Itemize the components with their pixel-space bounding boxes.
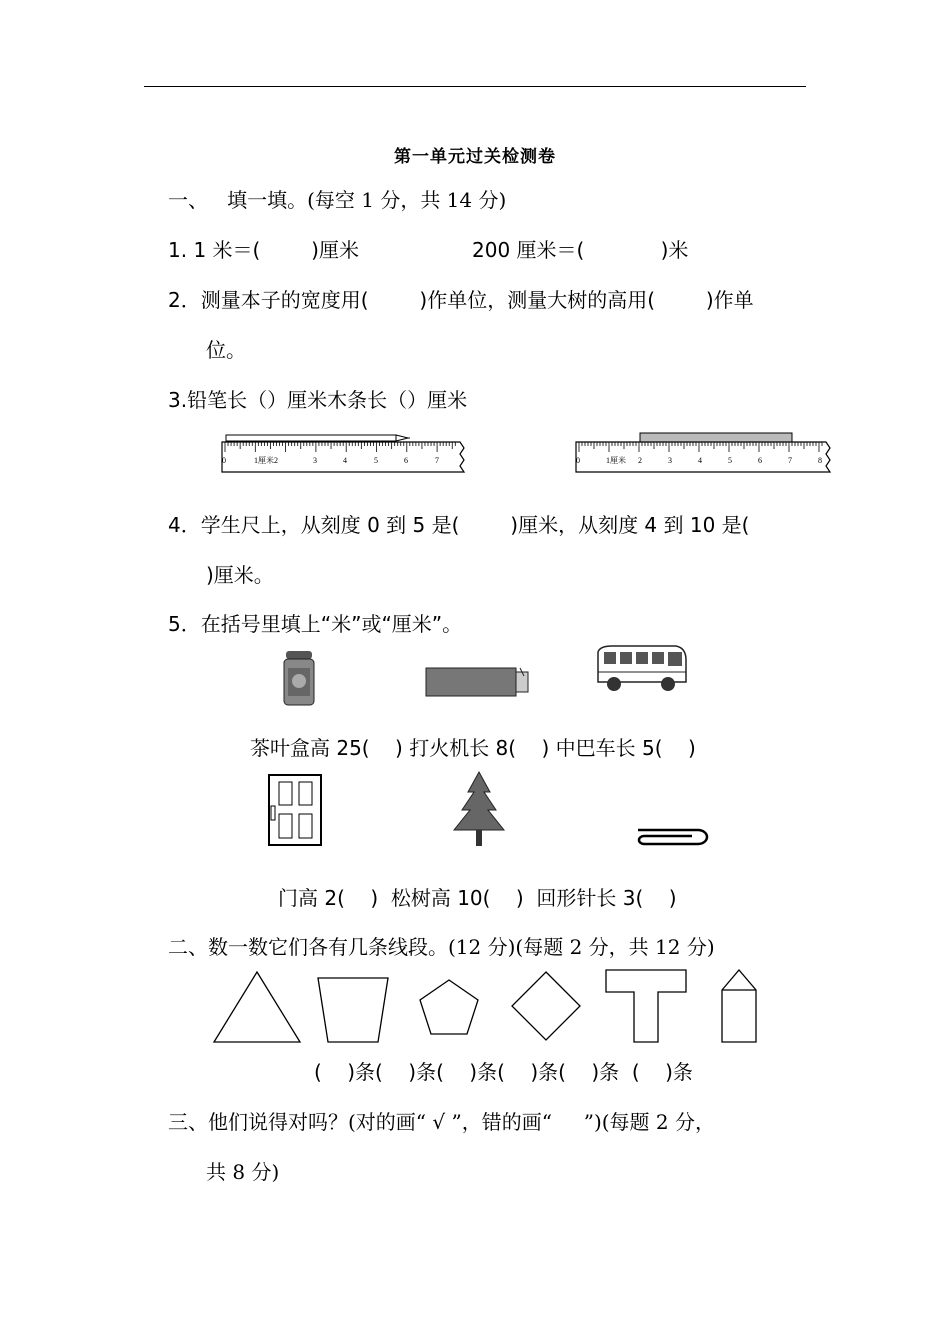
- ruler-tick-label: 7: [435, 456, 439, 465]
- t-shape-icon: [606, 970, 686, 1042]
- pine-tree-icon: [446, 770, 512, 850]
- question-3: 3.铅笔长（）厘米木条长（）厘米: [168, 388, 468, 412]
- question-1b: 200 厘米＝( )米: [472, 238, 689, 262]
- lighter-icon: [424, 664, 532, 700]
- trapezoid-icon: [318, 978, 388, 1042]
- ruler-pencil-figure: [218, 430, 468, 478]
- section-3-line1: 三、他们说得对吗？(对的画“ √ ”，错的画“ ”)(每题 2 分，: [168, 1110, 715, 1134]
- section-2-heading: 二、数一数它们各有几条线段。(12 分)(每题 2 分，共 12 分): [168, 935, 715, 959]
- ruler-tick-label: 4: [698, 456, 702, 465]
- ruler-tick-label: 2: [638, 456, 642, 465]
- ruler-tick-label: 1厘米: [606, 456, 626, 465]
- section-2-answers: ( )条( )条( )条( )条( )条 ( )条: [314, 1060, 693, 1084]
- ruler-tick-label: 6: [404, 456, 408, 465]
- question-5: 5．在括号里填上“米”或“厘米”。: [168, 612, 463, 636]
- ruler-tick-label: 8: [818, 456, 822, 465]
- section-1-heading: 一、 填一填。(每空 1 分，共 14 分): [168, 188, 507, 212]
- triangle-icon: [214, 972, 300, 1042]
- question-1a: 1. 1 米＝( )厘米: [168, 238, 359, 262]
- ruler-tick-label: 1厘米2: [254, 456, 278, 465]
- door-icon: [266, 772, 324, 848]
- question-2-line1: 2．测量本子的宽度用( )作单位，测量大树的高用( )作单: [168, 288, 754, 312]
- ruler-strip-figure: [572, 430, 834, 478]
- ruler-tick-label: 3: [313, 456, 317, 465]
- pentagon-icon: [420, 980, 478, 1034]
- ruler-tick-label: 7: [788, 456, 792, 465]
- ruler-tick-label: 6: [758, 456, 762, 465]
- tea-box-icon: [280, 648, 320, 708]
- ruler-tick-label: 5: [728, 456, 732, 465]
- ruler-tick-label: 0: [576, 456, 580, 465]
- diamond-icon: [512, 972, 580, 1040]
- question-4-line2: )厘米。: [206, 563, 274, 587]
- ruler-tick-label: 3: [668, 456, 672, 465]
- ruler-tick-label: 4: [343, 456, 347, 465]
- page-title: 第一单元过关检测卷: [394, 147, 556, 167]
- pencil-icon: [226, 435, 410, 441]
- ruler-tick-label: 0: [222, 456, 226, 465]
- minibus-icon: [592, 642, 692, 700]
- section-3-line2: 共 8 分): [206, 1160, 280, 1184]
- wood-strip-icon: [640, 433, 792, 442]
- house-shape-icon: [722, 970, 756, 1042]
- question-5-row1: 茶叶盒高 25( ) 打火机长 8( ) 中巴车长 5( ): [250, 736, 696, 760]
- ruler-tick-label: 5: [374, 456, 378, 465]
- header-rule: [144, 86, 806, 87]
- shapes-figure: [210, 964, 770, 1048]
- question-2-line2: 位。: [206, 338, 246, 362]
- paperclip-icon: [630, 824, 710, 850]
- question-4-line1: 4．学生尺上，从刻度 0 到 5 是( )厘米，从刻度 4 到 10 是(: [168, 513, 750, 537]
- question-5-row2: 门高 2( ) 松树高 10( ) 回形针长 3( ): [278, 886, 677, 910]
